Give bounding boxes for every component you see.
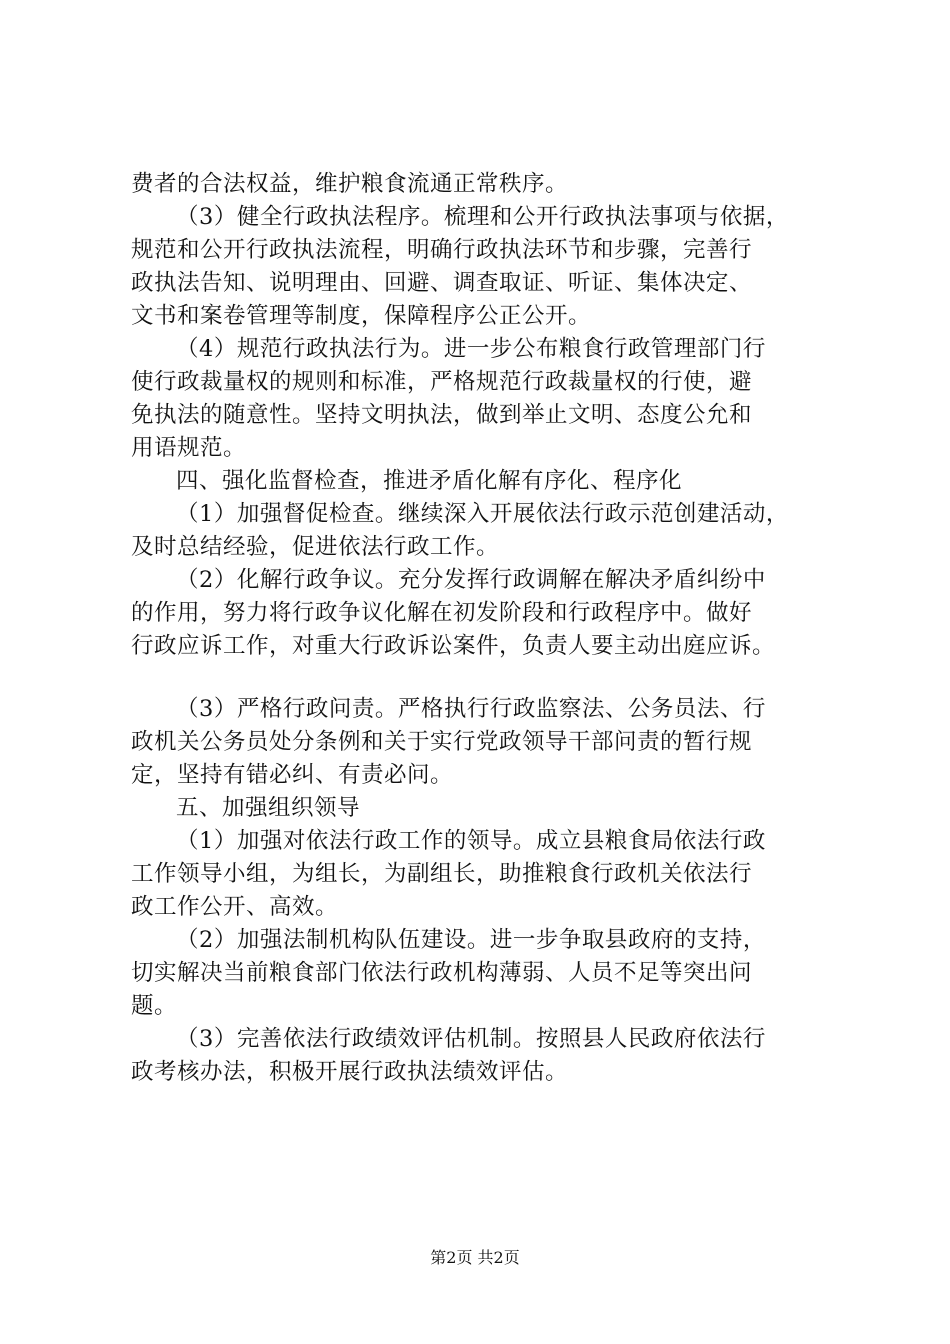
text-line: 的作用，努力将行政争议化解在初发阶段和行政程序中。做好 <box>131 600 753 626</box>
text-line: （2）加强法制机构队伍建设。进一步争取县政府的支持， <box>176 927 766 953</box>
text-line: 定，坚持有错必纠、有责必问。 <box>131 762 454 788</box>
text-line: （2）化解行政争议。充分发挥行政调解在解决矛盾纠纷中 <box>176 567 766 593</box>
text-line: 及时总结经验，促进依法行政工作。 <box>131 534 500 560</box>
text-line: 费者的合法权益，维护粮食流通正常秩序。 <box>131 171 569 197</box>
text-line: （3）严格行政问责。严格执行行政监察法、公务员法、行 <box>176 696 766 722</box>
text-line: （3）健全行政执法程序。梳理和公开行政执法事项与依据， <box>176 204 789 230</box>
text-line: （4）规范行政执法行为。进一步公布粮食行政管理部门行 <box>176 336 766 362</box>
text-line: 切实解决当前粮食部门依法行政机构薄弱、人员不足等突出问 <box>131 960 753 986</box>
text-line: 规范和公开行政执法流程，明确行政执法环节和步骤，完善行 <box>131 237 753 263</box>
text-line: 政机关公务员处分条例和关于实行党政领导干部问责的暂行规 <box>131 729 753 755</box>
paragraph-gap <box>131 663 851 693</box>
text-line: （1）加强对依法行政工作的领导。成立县粮食局依法行政 <box>176 828 766 854</box>
text-line: 使行政裁量权的规则和标准，严格规范行政裁量权的行使，避 <box>131 369 753 395</box>
text-line: 免执法的随意性。坚持文明执法，做到举止文明、态度公允和 <box>131 402 753 428</box>
text-line: 题。 <box>131 993 178 1019</box>
section-heading: 四、强化监督检查，推进矛盾化解有序化、程序化 <box>176 468 683 494</box>
text-line: 文书和案卷管理等制度，保障程序公正公开。 <box>131 303 592 329</box>
text-line: （1）加强督促检查。继续深入开展依法行政示范创建活动， <box>176 501 789 527</box>
text-line: 政考核办法，积极开展行政执法绩效评估。 <box>131 1059 569 1085</box>
text-line: 工作领导小组，为组长，为副组长，助推粮食行政机关依法行 <box>131 861 753 887</box>
section-heading: 五、加强组织领导 <box>176 795 361 821</box>
text-line: 用语规范。 <box>131 435 247 461</box>
page-number-footer: 第2页 共2页 <box>430 1248 520 1267</box>
text-line: 政执法告知、说明理由、回避、调查取证、听证、集体决定、 <box>131 270 753 296</box>
text-line: （3）完善依法行政绩效评估机制。按照县人民政府依法行 <box>176 1026 766 1052</box>
text-line: 政工作公开、高效。 <box>131 894 339 920</box>
text-line: 行政应诉工作，对重大行政诉讼案件，负责人要主动出庭应诉。 <box>131 633 776 659</box>
document-body <box>131 168 851 1089</box>
